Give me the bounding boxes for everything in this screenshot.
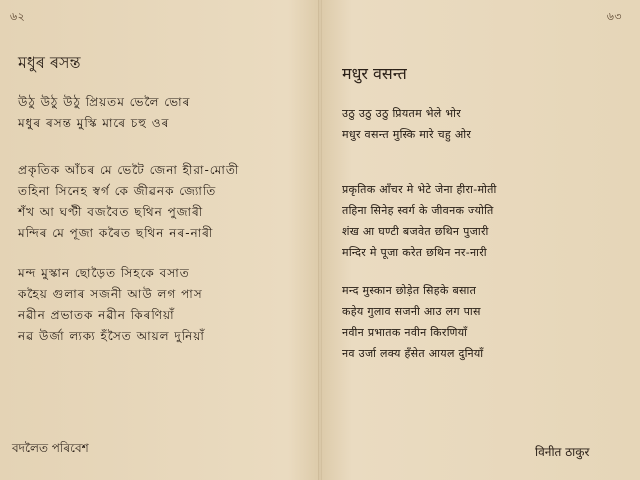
left-stanza-3-line-4: নৱ উৰ্জা ল্যক্য হঁসৈত আয়ল দুনিয়াঁ [18,329,205,343]
left-footer: বদলৈত পৰিবেশ [12,441,89,455]
right-stanza-1 [342,103,622,145]
left-stanza-1-line-1: উঠু উঠু উঠু প্ৰিয়তম ভেলৈ ভোৰ [18,95,191,109]
right-stanza-2-line-2: तहिना सिनेह स्वर्ग के जीवनक ज्योति [342,204,494,217]
right-page-number: ৬৩ [606,10,622,23]
left-stanza-1 [18,92,298,134]
right-stanza-1-line-1: उठु उठु उठु प्रियतम भेले भोर [342,107,462,120]
left-page-number: ৬২ [10,10,26,23]
left-stanza-2-line-3: শঁখ আ ঘণ্টী বজবৈত ছথিন পুজাৰী [18,205,204,219]
right-stanza-2-line-3: शंख आ घण्टी बजवेत छथिन पुजारी [342,225,489,238]
right-footer: विनीत ठाकुर [535,445,590,459]
left-stanza-2-line-2: তহিনা সিনেহ স্বৰ্গ কে জীৱনক জ্যোতি [18,184,217,198]
right-page [320,0,640,480]
right-stanza-3-line-3: नवीन प्रभातक नवीन किरणियाँ [342,326,468,339]
right-stanza-2-line-1: प्रकृतिक आँचर मे भेटे जेना हीरा-मोती [342,183,497,196]
right-stanza-2-line-4: मन्दिर मे पूजा करेत छथिन नर-नारी [342,246,487,259]
left-stanza-3-line-1: মন্দ মুস্কান ছোড়ৈত সিহকে বসাত [18,266,190,280]
right-stanza-3 [342,280,622,364]
right-poem-title: मधुर वसन्त [342,64,407,83]
left-poem-title: মধুৰ ৰসন্ত [18,53,81,72]
right-stanza-3-line-2: कहेय गुलाव सजनी आउ लग पास [342,305,481,318]
right-stanza-3-line-1: मन्द मुस्कान छोड़ेत सिहके बसात [342,284,477,297]
left-stanza-2-line-1: প্ৰকৃতিক আঁচৰ মে ভেটৈ জেনা হীরা-মোতী [18,163,240,177]
left-stanza-2-line-4: মন্দিৰ মে পূজা কৰৈত ছথিন নৰ-নাৰী [18,226,214,240]
right-stanza-1-line-2: मधुर वसन्त मुस्कि मारे चहु ओर [342,128,472,141]
right-stanza-3-line-4: नव उर्जा लक्य हँसेत आयल दुनियाँ [342,347,484,360]
left-stanza-1-line-2: মধুৰ ৰসন্ত মুস্কি মাৰে চহু ওৰ [18,116,170,130]
right-stanza-2 [342,179,622,263]
left-stanza-2 [18,160,298,244]
left-stanza-3-line-2: কহৈয় গুলাৰ সজনী আউ লগ পাস [18,287,203,301]
left-stanza-3 [18,263,298,347]
left-stanza-3-line-3: নৱীন প্ৰভাতক নৱীন কিৰণিয়াঁ [18,308,175,322]
